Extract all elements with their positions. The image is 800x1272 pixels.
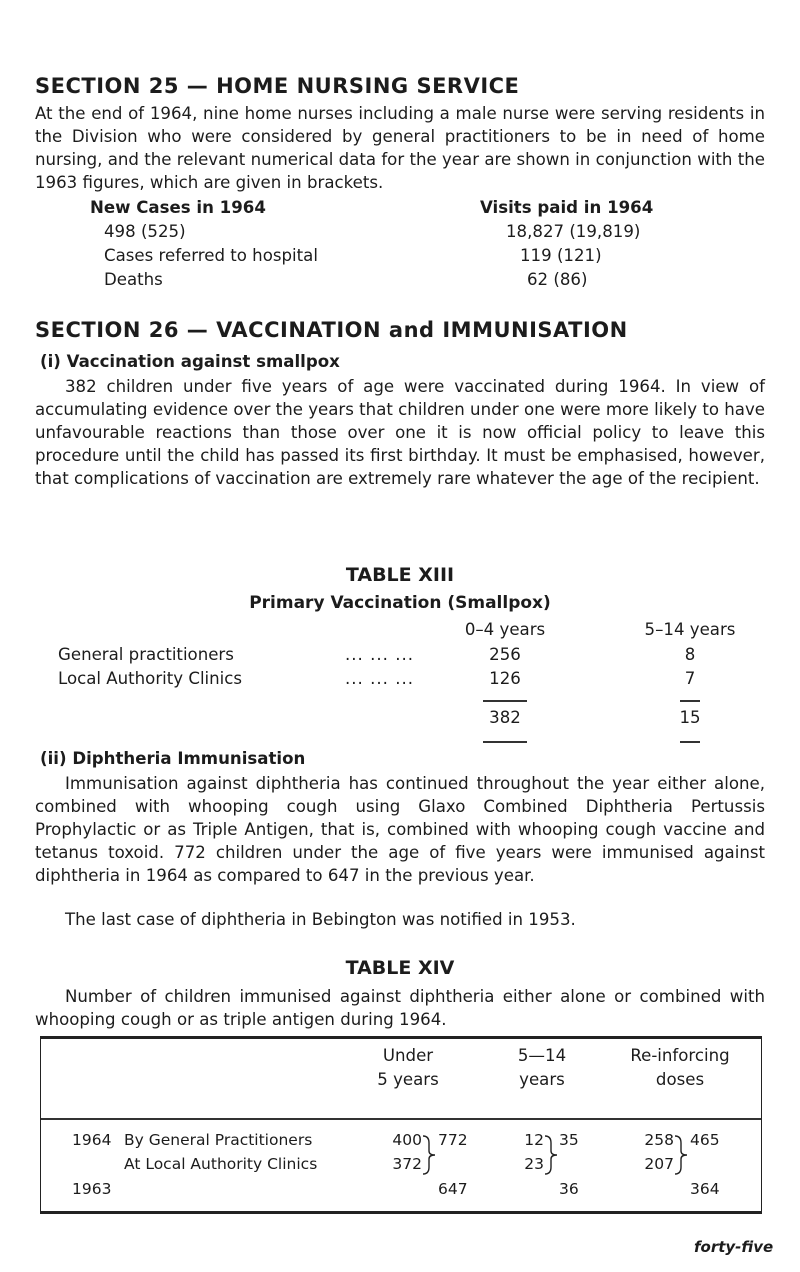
table-14-header-under5-line2: 5 years — [377, 1070, 439, 1089]
table-13-row-value-b: 8 — [684, 645, 696, 664]
brace-icon — [422, 1135, 436, 1175]
smallpox-paragraph: 382 children under five years of age were vaccinated during 1964. In view of accumulating evidence over the years that children under one were more likely to have unfavourable reactions than those over one it is now official policy to leave this procedure until the child has passed its first birthday. It must be emphasised, however, that complications of vaccination are extremely rare whatever the age of the recipient. — [35, 377, 765, 488]
table-13-row-label: General practitioners — [58, 645, 234, 664]
last-case-paragraph: The last case of diphtheria in Bebington was notified in 1953. — [65, 910, 576, 929]
table-14-header-reinforcing-line2: doses — [655, 1070, 705, 1089]
table-13-row-value-a: 126 — [489, 669, 521, 688]
table-13-rule — [483, 741, 527, 743]
section-25-paragraph: At the end of 1964, nine home nurses including a male nurse were serving residents in the Division who were considered by general practitioners to be in need of home nursing, and the relevant numerical data for the year are shown in conjunction with the 1963 figures, which are given in brackets. — [35, 104, 765, 192]
table-14-header-5-14-line1: 5—14 — [517, 1046, 567, 1065]
brace-icon — [544, 1135, 558, 1175]
table-14-reinforcing-1963: 364 — [690, 1180, 720, 1198]
referred-label: Cases referred to hospital — [104, 246, 318, 265]
table-14-under5-gp: 400 — [392, 1131, 422, 1149]
table-14-under5-la: 372 — [392, 1155, 422, 1173]
table-13-rule — [483, 700, 527, 702]
table-13-col-0-4: 0–4 years — [464, 620, 546, 639]
table-14-row-la-label: At Local Authority Clinics — [124, 1155, 318, 1173]
deaths-value: 62 (86) — [527, 270, 588, 289]
new-cases-label: New Cases in 1964 — [90, 198, 266, 217]
table-14-reinforcing-la: 207 — [644, 1155, 674, 1173]
table-14-year-1963: 1963 — [72, 1180, 112, 1198]
section-26-title: SECTION 26 — VACCINATION and IMMUNISATION — [35, 318, 628, 342]
diphtheria-paragraph: Immunisation against diphtheria has continued throughout the year either alone, combined with whooping cough using Glaxo Combined Diphtheria Pertussis Prophylactic or as Triple Antigen, that is, combined with whooping cough vaccine and tetanus toxoid. 772 children under the age of five years were immunised against diphtheria in 1964 as compared to 647 in the previous year. — [35, 774, 765, 885]
smallpox-subheading: (i) Vaccination against smallpox — [40, 352, 340, 371]
table-13-row-label: Local Authority Clinics — [58, 669, 243, 688]
table-13-total-b: 15 — [679, 708, 701, 727]
table-13-col-5-14: 5–14 years — [644, 620, 736, 639]
referred-value: 119 (121) — [520, 246, 602, 265]
table-13-title: TABLE XIII — [345, 564, 455, 586]
table-14-row-gp-label: By General Practitioners — [124, 1131, 313, 1149]
table-14-header-under5-line1: Under — [382, 1046, 434, 1065]
table-13-rule — [680, 700, 700, 702]
table-14-5-14-la: 23 — [524, 1155, 544, 1173]
table-14-5-14-total-1964: 35 — [559, 1131, 579, 1149]
visits-value: 18,827 (19,819) — [506, 222, 641, 241]
diphtheria-subheading: (ii) Diphtheria Immunisation — [40, 749, 306, 768]
table-14-5-14-gp: 12 — [524, 1131, 544, 1149]
table-14-header-reinforcing-line1: Re-inforcing — [630, 1046, 730, 1065]
brace-icon — [674, 1135, 688, 1175]
table-13-subtitle: Primary Vaccination (Smallpox) — [249, 593, 551, 613]
table-14-header-5-14-line2: years — [519, 1070, 565, 1089]
table-14-header-rule — [41, 1118, 761, 1120]
table-14-year-1964: 1964 — [72, 1131, 112, 1149]
table-14-caption: Number of children immunised against diphtheria either alone or combined with whooping cough or as triple antigen during 1964. — [35, 987, 765, 1029]
table-13-total-a: 382 — [489, 708, 521, 727]
visits-label: Visits paid in 1964 — [480, 198, 654, 217]
page-footer: forty-five — [694, 1238, 774, 1256]
table-14-reinforcing-total-1964: 465 — [690, 1131, 720, 1149]
table-13-row-dots: ... ... ... — [345, 645, 415, 664]
table-14-reinforcing-gp: 258 — [644, 1131, 674, 1149]
table-13-row-value-b: 7 — [684, 669, 696, 688]
table-13-rule — [680, 741, 700, 743]
table-14-under5-total-1964: 772 — [438, 1131, 468, 1149]
table-14-under5-1963: 647 — [438, 1180, 468, 1198]
deaths-label: Deaths — [104, 270, 163, 289]
table-14-5-14-1963: 36 — [559, 1180, 579, 1198]
table-13-row-dots: ... ... ... — [345, 669, 415, 688]
section-25-title: SECTION 25 — HOME NURSING SERVICE — [35, 74, 520, 98]
new-cases-value: 498 (525) — [104, 222, 186, 241]
table-14-title: TABLE XIV — [345, 957, 455, 979]
table-13-row-value-a: 256 — [489, 645, 521, 664]
